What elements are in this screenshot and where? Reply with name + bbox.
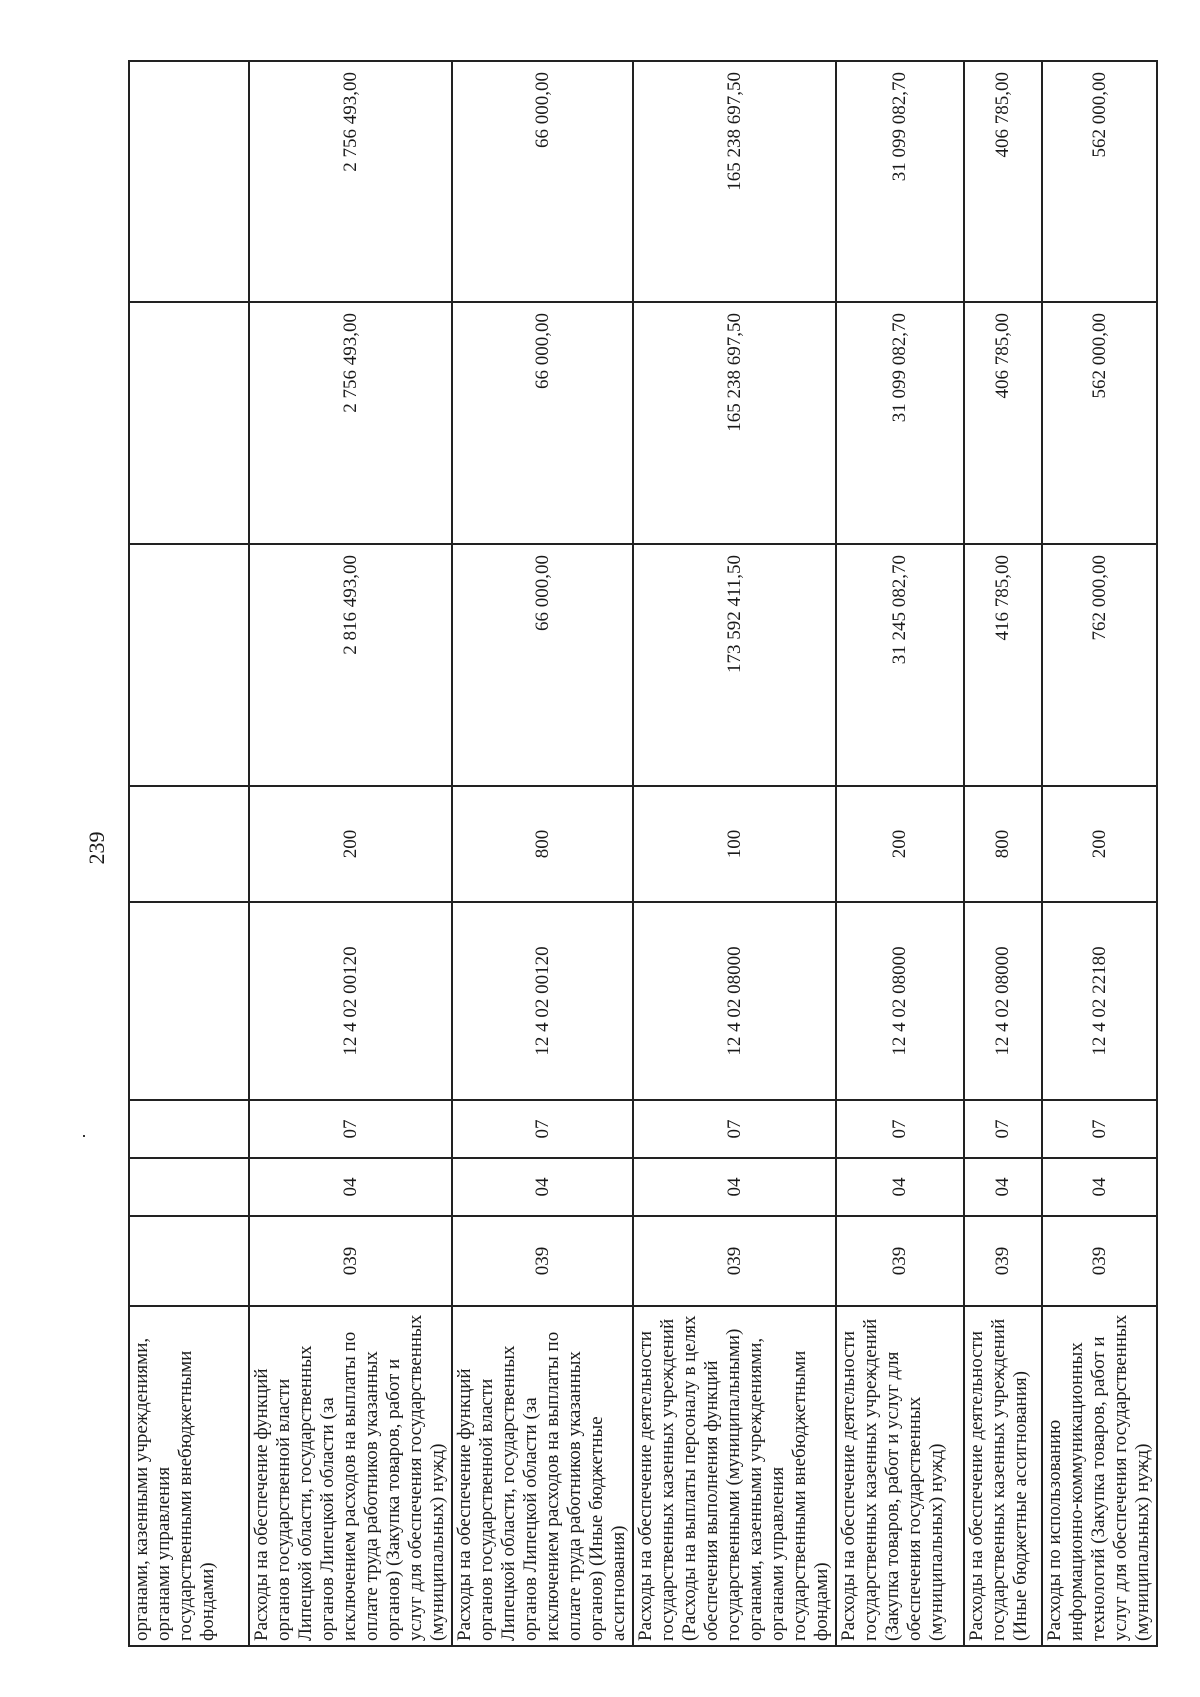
amount-year3-cell: 2 756 493,00 — [249, 61, 452, 302]
admin-code-cell — [129, 1216, 249, 1306]
target-article-cell: 12 4 02 22180 — [1042, 902, 1157, 1100]
expense-type-cell — [129, 786, 249, 902]
target-article-cell: 12 4 02 00120 — [249, 902, 452, 1100]
amount-year3-cell: 31 099 082,70 — [836, 61, 964, 302]
section-cell: 04 — [1042, 1158, 1157, 1216]
subsection-cell: 07 — [964, 1100, 1042, 1158]
amount-year1-cell: 2 816 493,00 — [249, 544, 452, 786]
admin-code-cell: 039 — [964, 1216, 1042, 1306]
amount-year1-cell: 66 000,00 — [452, 544, 633, 786]
budget-table-rotated — [128, 62, 1153, 1647]
expense-type-cell: 200 — [836, 786, 964, 902]
table-row — [452, 61, 633, 1646]
subsection-cell — [129, 1100, 249, 1158]
amount-year2-cell — [129, 302, 249, 544]
admin-code-cell: 039 — [1042, 1216, 1157, 1306]
row-name-cell: Расходы на обеспечение деятельности государственных казенных учреждений (Расходы на выплаты персоналу в целях обеспечения выполнения функций государственными (муниципальными) органами, казенными учреждениями, органами управления государственными внебюджетными фондами) — [633, 1306, 836, 1646]
row-name-cell: органами, казенными учреждениями, органами управления государственными внебюджетными фондами) — [129, 1306, 249, 1646]
amount-year2-cell: 31 099 082,70 — [836, 302, 964, 544]
amount-year2-cell: 66 000,00 — [452, 302, 633, 544]
admin-code-cell: 039 — [249, 1216, 452, 1306]
subsection-cell: 07 — [249, 1100, 452, 1158]
amount-year3-cell: 562 000,00 — [1042, 61, 1157, 302]
target-article-cell: 12 4 02 08000 — [964, 902, 1042, 1100]
table-row — [633, 61, 836, 1646]
table-row — [964, 61, 1042, 1646]
row-name-cell: Расходы на обеспечение функций органов государственной власти Липецкой области, государственных органов Липецкой области (за исключением расходов на выплаты по оплате труда работников указанных органов) (Закупка товаров, работ и услуг для обеспечения государственных (муниципальных) нужд) — [249, 1306, 452, 1646]
target-article-cell: 12 4 02 08000 — [836, 902, 964, 1100]
section-cell: 04 — [452, 1158, 633, 1216]
subsection-cell: 07 — [633, 1100, 836, 1158]
subsection-cell: 07 — [1042, 1100, 1157, 1158]
amount-year1-cell: 31 245 082,70 — [836, 544, 964, 786]
amount-year1-cell: 416 785,00 — [964, 544, 1042, 786]
amount-year1-cell: 762 000,00 — [1042, 544, 1157, 786]
section-cell: 04 — [249, 1158, 452, 1216]
row-name-cell: Расходы на обеспечение деятельности государственных казенных учреждений (Иные бюджетные ассигнования) — [964, 1306, 1042, 1646]
subsection-cell: 07 — [452, 1100, 633, 1158]
table-row — [836, 61, 964, 1646]
page-number: 239 — [84, 831, 109, 865]
expense-type-cell: 200 — [249, 786, 452, 902]
row-name-cell: Расходы на обеспечение функций органов государственной власти Липецкой области, государственных органов Липецкой области (за исключением расходов на выплаты по оплате труда работников указанных органов) (Иные бюджетные ассигнования) — [452, 1306, 633, 1646]
section-cell: 04 — [964, 1158, 1042, 1216]
expense-type-cell: 800 — [964, 786, 1042, 902]
admin-code-cell: 039 — [836, 1216, 964, 1306]
budget-table — [128, 60, 1158, 1647]
expense-type-cell: 100 — [633, 786, 836, 902]
table-row — [249, 61, 452, 1646]
section-cell: 04 — [633, 1158, 836, 1216]
amount-year2-cell: 562 000,00 — [1042, 302, 1157, 544]
row-name-cell: Расходы по использованию информационно-коммуникационных технологий (Закупка товаров, работ и услуг для обеспечения государственных (муниципальных) нужд) — [1042, 1306, 1157, 1646]
amount-year2-cell: 165 238 697,50 — [633, 302, 836, 544]
amount-year2-cell: 2 756 493,00 — [249, 302, 452, 544]
amount-year3-cell: 66 000,00 — [452, 61, 633, 302]
table-row — [129, 61, 249, 1646]
section-cell: 04 — [836, 1158, 964, 1216]
amount-year3-cell — [129, 61, 249, 302]
row-name-cell: Расходы на обеспечение деятельности государственных казенных учреждений (Закупка товаров, работ и услуг для обеспечения государственных (муниципальных) нужд) — [836, 1306, 964, 1646]
scan-speck — [83, 1135, 85, 1137]
target-article-cell — [129, 902, 249, 1100]
admin-code-cell: 039 — [452, 1216, 633, 1306]
admin-code-cell: 039 — [633, 1216, 836, 1306]
amount-year1-cell: 173 592 411,50 — [633, 544, 836, 786]
amount-year1-cell — [129, 544, 249, 786]
table-row — [1042, 61, 1157, 1646]
amount-year3-cell: 165 238 697,50 — [633, 61, 836, 302]
amount-year2-cell: 406 785,00 — [964, 302, 1042, 544]
amount-year3-cell: 406 785,00 — [964, 61, 1042, 302]
subsection-cell: 07 — [836, 1100, 964, 1158]
section-cell — [129, 1158, 249, 1216]
expense-type-cell: 200 — [1042, 786, 1157, 902]
target-article-cell: 12 4 02 08000 — [633, 902, 836, 1100]
expense-type-cell: 800 — [452, 786, 633, 902]
target-article-cell: 12 4 02 00120 — [452, 902, 633, 1100]
